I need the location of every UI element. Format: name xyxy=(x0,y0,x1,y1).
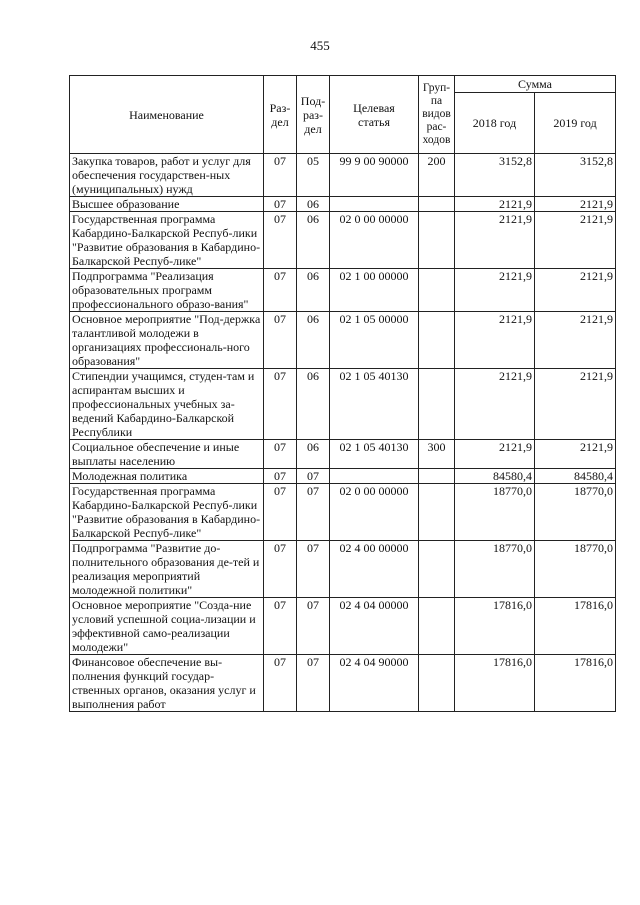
table-row xyxy=(70,369,616,440)
row-subsection: 07 xyxy=(297,541,330,598)
row-sum-2018: 3152,8 xyxy=(455,154,535,197)
row-sum-2018: 2121,9 xyxy=(455,312,535,369)
row-sum-2019: 2121,9 xyxy=(535,269,616,312)
row-sum-2018: 2121,9 xyxy=(455,369,535,440)
page-number: 455 xyxy=(310,38,330,53)
header-sum: Сумма xyxy=(455,76,616,93)
row-target xyxy=(330,469,419,484)
header-year-2019: 2019 год xyxy=(535,93,616,154)
row-name: Высшее образование xyxy=(70,197,264,212)
row-section: 07 xyxy=(264,541,297,598)
row-sum-2019: 84580,4 xyxy=(535,469,616,484)
row-sum-2018: 2121,9 xyxy=(455,269,535,312)
row-target: 02 4 00 00000 xyxy=(330,541,419,598)
header-section: Раз- дел xyxy=(264,76,297,154)
row-sum-2019: 2121,9 xyxy=(535,197,616,212)
row-section: 07 xyxy=(264,598,297,655)
row-sum-2019: 18770,0 xyxy=(535,541,616,598)
row-sum-2019: 2121,9 xyxy=(535,212,616,269)
row-group: 200 xyxy=(419,154,455,197)
row-name: Подпрограмма "Реализация образовательных программ профессионального образо-вания" xyxy=(70,269,264,312)
header-subsection: Под- раз- дел xyxy=(297,76,330,154)
row-section: 07 xyxy=(264,212,297,269)
row-section: 07 xyxy=(264,655,297,712)
row-sum-2019: 3152,8 xyxy=(535,154,616,197)
row-section: 07 xyxy=(264,154,297,197)
row-sum-2018: 2121,9 xyxy=(455,440,535,469)
row-group xyxy=(419,655,455,712)
table-row xyxy=(70,469,616,484)
row-sum-2019: 2121,9 xyxy=(535,369,616,440)
row-group xyxy=(419,197,455,212)
row-section: 07 xyxy=(264,469,297,484)
table-row xyxy=(70,655,616,712)
table-row xyxy=(70,541,616,598)
row-target: 02 1 05 40130 xyxy=(330,440,419,469)
header-name: Наименование xyxy=(70,76,264,154)
row-group xyxy=(419,369,455,440)
budget-table xyxy=(69,75,616,712)
row-group: 300 xyxy=(419,440,455,469)
row-subsection: 06 xyxy=(297,212,330,269)
row-target: 02 1 05 40130 xyxy=(330,369,419,440)
row-target: 02 1 05 00000 xyxy=(330,312,419,369)
table-row xyxy=(70,484,616,541)
row-target: 02 0 00 00000 xyxy=(330,484,419,541)
row-target: 02 4 04 00000 xyxy=(330,598,419,655)
table-row xyxy=(70,197,616,212)
row-sum-2018: 17816,0 xyxy=(455,598,535,655)
row-section: 07 xyxy=(264,369,297,440)
row-sum-2018: 84580,4 xyxy=(455,469,535,484)
row-target: 02 0 00 00000 xyxy=(330,212,419,269)
row-subsection: 05 xyxy=(297,154,330,197)
header-target: Целевая статья xyxy=(330,76,419,154)
row-name: Закупка товаров, работ и услуг для обеспечения государствен-ных (муниципальных) нужд xyxy=(70,154,264,197)
table-row xyxy=(70,212,616,269)
row-name: Государственная программа Кабардино-Балкарской Респуб-лики "Развитие образования в Кабардино-Балкарской Респуб-лике" xyxy=(70,484,264,541)
table-row xyxy=(70,598,616,655)
row-subsection: 06 xyxy=(297,440,330,469)
row-section: 07 xyxy=(264,197,297,212)
row-name: Основное мероприятие "Под-держка талантливой молодежи в организациях профессиональ-ного образования" xyxy=(70,312,264,369)
row-sum-2019: 17816,0 xyxy=(535,655,616,712)
row-name: Финансовое обеспечение вы-полнения функций государ-ственных органов, оказания услуг и выполнения работ xyxy=(70,655,264,712)
row-sum-2018: 18770,0 xyxy=(455,484,535,541)
row-subsection: 07 xyxy=(297,469,330,484)
header-group: Груп- па видов рас- ходов xyxy=(419,76,455,154)
row-target: 99 9 00 90000 xyxy=(330,154,419,197)
row-group xyxy=(419,484,455,541)
table-row xyxy=(70,154,616,197)
row-subsection: 06 xyxy=(297,312,330,369)
row-group xyxy=(419,312,455,369)
row-group xyxy=(419,212,455,269)
row-subsection: 07 xyxy=(297,598,330,655)
row-target xyxy=(330,197,419,212)
table-row xyxy=(70,312,616,369)
row-name: Государственная программа Кабардино-Балкарской Респуб-лики "Развитие образования в Кабардино-Балкарской Респуб-лике" xyxy=(70,212,264,269)
row-name: Подпрограмма "Развитие до-полнительного образования де-тей и реализация мероприятий молодежной политики" xyxy=(70,541,264,598)
row-name: Стипендии учащимся, студен-там и аспирантам высших и профессиональных учебных за-ведений Кабардино-Балкарской Республики xyxy=(70,369,264,440)
row-sum-2019: 18770,0 xyxy=(535,484,616,541)
row-group xyxy=(419,598,455,655)
table-row xyxy=(70,440,616,469)
row-name: Молодежная политика xyxy=(70,469,264,484)
table-row xyxy=(70,269,616,312)
row-subsection: 07 xyxy=(297,484,330,541)
row-name: Основное мероприятие "Созда-ние условий успешной социа-лизации и эффективной само-реализации молодежи" xyxy=(70,598,264,655)
row-sum-2018: 2121,9 xyxy=(455,197,535,212)
header-row xyxy=(70,76,616,93)
row-subsection: 06 xyxy=(297,197,330,212)
row-section: 07 xyxy=(264,484,297,541)
row-subsection: 06 xyxy=(297,369,330,440)
row-group xyxy=(419,541,455,598)
row-sum-2019: 17816,0 xyxy=(535,598,616,655)
table-body xyxy=(70,154,616,712)
row-section: 07 xyxy=(264,269,297,312)
row-sum-2018: 18770,0 xyxy=(455,541,535,598)
row-group xyxy=(419,469,455,484)
row-subsection: 06 xyxy=(297,269,330,312)
row-subsection: 07 xyxy=(297,655,330,712)
row-target: 02 1 00 00000 xyxy=(330,269,419,312)
header-year-2018: 2018 год xyxy=(455,93,535,154)
row-section: 07 xyxy=(264,440,297,469)
row-group xyxy=(419,269,455,312)
row-section: 07 xyxy=(264,312,297,369)
row-sum-2018: 2121,9 xyxy=(455,212,535,269)
row-sum-2019: 2121,9 xyxy=(535,312,616,369)
row-target: 02 4 04 90000 xyxy=(330,655,419,712)
row-name: Социальное обеспечение и иные выплаты населению xyxy=(70,440,264,469)
row-sum-2018: 17816,0 xyxy=(455,655,535,712)
row-sum-2019: 2121,9 xyxy=(535,440,616,469)
